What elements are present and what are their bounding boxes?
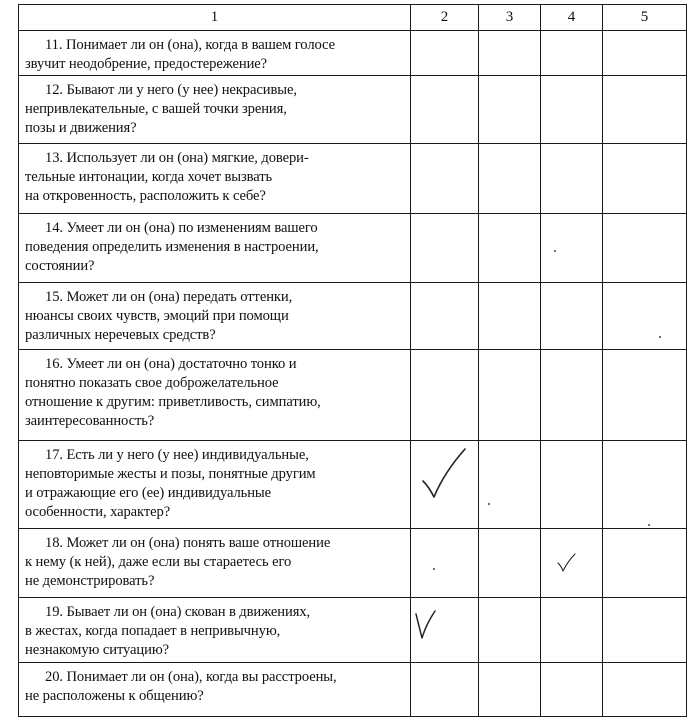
table-row bbox=[19, 350, 687, 440]
question-line: 14. Умеет ли он (она) по изменениям вашего bbox=[45, 219, 318, 236]
answer-cell-3[interactable] bbox=[479, 440, 541, 528]
question-line: и отражающие его (ее) индивидуальные bbox=[25, 484, 272, 501]
check-mark-icon bbox=[413, 608, 439, 642]
question-line: не демонстрировать? bbox=[25, 573, 155, 590]
check-mark-icon bbox=[419, 447, 469, 499]
answer-cell-2[interactable] bbox=[411, 662, 479, 716]
answer-cell-4[interactable] bbox=[541, 350, 603, 440]
question-line: 20. Понимает ли он (она), когда вы расстроены, bbox=[45, 668, 337, 685]
answer-cell-5[interactable] bbox=[603, 529, 687, 598]
question-line: 13. Использует ли он (она) мягкие, довери- bbox=[45, 150, 309, 167]
scan-speck bbox=[488, 503, 490, 505]
answer-cell-2[interactable] bbox=[411, 31, 479, 76]
answer-cell-4[interactable] bbox=[541, 598, 603, 662]
question-text bbox=[19, 350, 411, 440]
scan-speck bbox=[648, 524, 650, 526]
question-line: незнакомую ситуацию? bbox=[25, 642, 170, 659]
answer-cell-2[interactable] bbox=[411, 76, 479, 144]
answer-cell-2[interactable] bbox=[411, 283, 479, 350]
scan-speck bbox=[433, 568, 435, 570]
question-line: непривлекательные, с вашей точки зрения, bbox=[25, 101, 287, 118]
answer-cell-5[interactable] bbox=[603, 31, 687, 76]
answer-cell-2[interactable] bbox=[411, 440, 479, 528]
question-line: 18. Может ли он (она) понять ваше отношение bbox=[45, 535, 331, 552]
answer-cell-5[interactable] bbox=[603, 440, 687, 528]
table-row bbox=[19, 440, 687, 528]
question-line: в жестах, когда попадает в непривычную, bbox=[25, 623, 281, 640]
question-line: на откровенность, расположить к себе? bbox=[25, 188, 266, 205]
question-line: 15. Может ли он (она) передать оттенки, bbox=[45, 289, 293, 306]
answer-cell-4[interactable] bbox=[541, 144, 603, 213]
answer-cell-4[interactable] bbox=[541, 662, 603, 716]
answer-cell-3[interactable] bbox=[479, 144, 541, 213]
question-line: звучит неодобрение, предостережение? bbox=[25, 56, 268, 72]
question-line: нюансы своих чувств, эмоций при помощи bbox=[25, 308, 289, 325]
question-line: к нему (к ней), даже если вы стараетесь его bbox=[25, 554, 292, 571]
answer-cell-5[interactable] bbox=[603, 144, 687, 213]
question-line: отношение к другим: приветливость, симпатию, bbox=[25, 394, 321, 411]
question-line: понятно показать свое доброжелательное bbox=[25, 375, 279, 392]
answer-cell-4[interactable] bbox=[541, 76, 603, 144]
answer-cell-2[interactable] bbox=[411, 144, 479, 213]
question-text bbox=[19, 529, 411, 598]
question-line: особенности, характер? bbox=[25, 503, 171, 520]
check-mark-icon bbox=[555, 551, 579, 575]
answer-cell-5[interactable] bbox=[603, 283, 687, 350]
question-line: 12. Бывают ли у него (у нее) некрасивые, bbox=[45, 82, 297, 99]
question-text bbox=[19, 76, 411, 144]
question-line: неповторимые жесты и позы, понятные другим bbox=[25, 465, 316, 482]
question-line: поведения определить изменения в настроении, bbox=[25, 238, 319, 255]
table-row bbox=[19, 529, 687, 598]
table-row bbox=[19, 598, 687, 662]
answer-cell-3[interactable] bbox=[479, 76, 541, 144]
question-text bbox=[19, 31, 411, 76]
question-line: состоянии? bbox=[25, 257, 95, 274]
answer-cell-5[interactable] bbox=[603, 598, 687, 662]
question-text bbox=[19, 283, 411, 350]
question-text bbox=[19, 213, 411, 282]
question-text bbox=[19, 440, 411, 528]
questionnaire-table bbox=[18, 4, 687, 717]
question-line: заинтересованность? bbox=[25, 413, 155, 430]
answer-cell-2[interactable] bbox=[411, 598, 479, 662]
answer-cell-2[interactable] bbox=[411, 213, 479, 282]
table-row bbox=[19, 144, 687, 213]
answer-cell-2[interactable] bbox=[411, 350, 479, 440]
answer-cell-3[interactable] bbox=[479, 283, 541, 350]
question-text bbox=[19, 598, 411, 662]
header-row bbox=[19, 5, 687, 31]
table-row bbox=[19, 213, 687, 282]
answer-cell-4[interactable] bbox=[541, 440, 603, 528]
question-line: различных неречевых средств? bbox=[25, 327, 216, 344]
answer-cell-5[interactable] bbox=[603, 350, 687, 440]
answer-cell-5[interactable] bbox=[603, 76, 687, 144]
question-line: 17. Есть ли у него (у нее) индивидуальные, bbox=[45, 446, 309, 463]
column-header-3: 3 bbox=[479, 5, 541, 31]
column-header-question: 1 bbox=[19, 5, 411, 31]
answer-cell-3[interactable] bbox=[479, 350, 541, 440]
table-row bbox=[19, 662, 687, 716]
scan-speck bbox=[554, 250, 556, 252]
question-line: 16. Умеет ли он (она) достаточно тонко и bbox=[45, 356, 297, 373]
question-text bbox=[19, 662, 411, 716]
question-line: позы и движения? bbox=[25, 120, 137, 137]
answer-cell-4[interactable] bbox=[541, 283, 603, 350]
answer-cell-5[interactable] bbox=[603, 213, 687, 282]
answer-cell-3[interactable] bbox=[479, 213, 541, 282]
answer-cell-3[interactable] bbox=[479, 529, 541, 598]
column-header-2: 2 bbox=[411, 5, 479, 31]
answer-cell-4[interactable] bbox=[541, 529, 603, 598]
question-line: не расположены к общению? bbox=[25, 687, 204, 704]
question-text bbox=[19, 144, 411, 213]
question-line: 11. Понимает ли он (она), когда в вашем голосе bbox=[45, 37, 335, 53]
column-header-5: 5 bbox=[603, 5, 687, 31]
answer-cell-2[interactable] bbox=[411, 529, 479, 598]
answer-cell-3[interactable] bbox=[479, 31, 541, 76]
question-line: 19. Бывает ли он (она) скован в движениях, bbox=[45, 604, 311, 621]
column-header-4: 4 bbox=[541, 5, 603, 31]
table-row bbox=[19, 283, 687, 350]
scan-speck bbox=[659, 336, 661, 338]
answer-cell-4[interactable] bbox=[541, 31, 603, 76]
answer-cell-5[interactable] bbox=[603, 662, 687, 716]
answer-cell-4[interactable] bbox=[541, 213, 603, 282]
answer-cell-3[interactable] bbox=[479, 662, 541, 716]
table-row bbox=[19, 31, 687, 76]
answer-cell-3[interactable] bbox=[479, 598, 541, 662]
question-line: тельные интонации, когда хочет вызвать bbox=[25, 169, 273, 186]
table-row bbox=[19, 76, 687, 144]
